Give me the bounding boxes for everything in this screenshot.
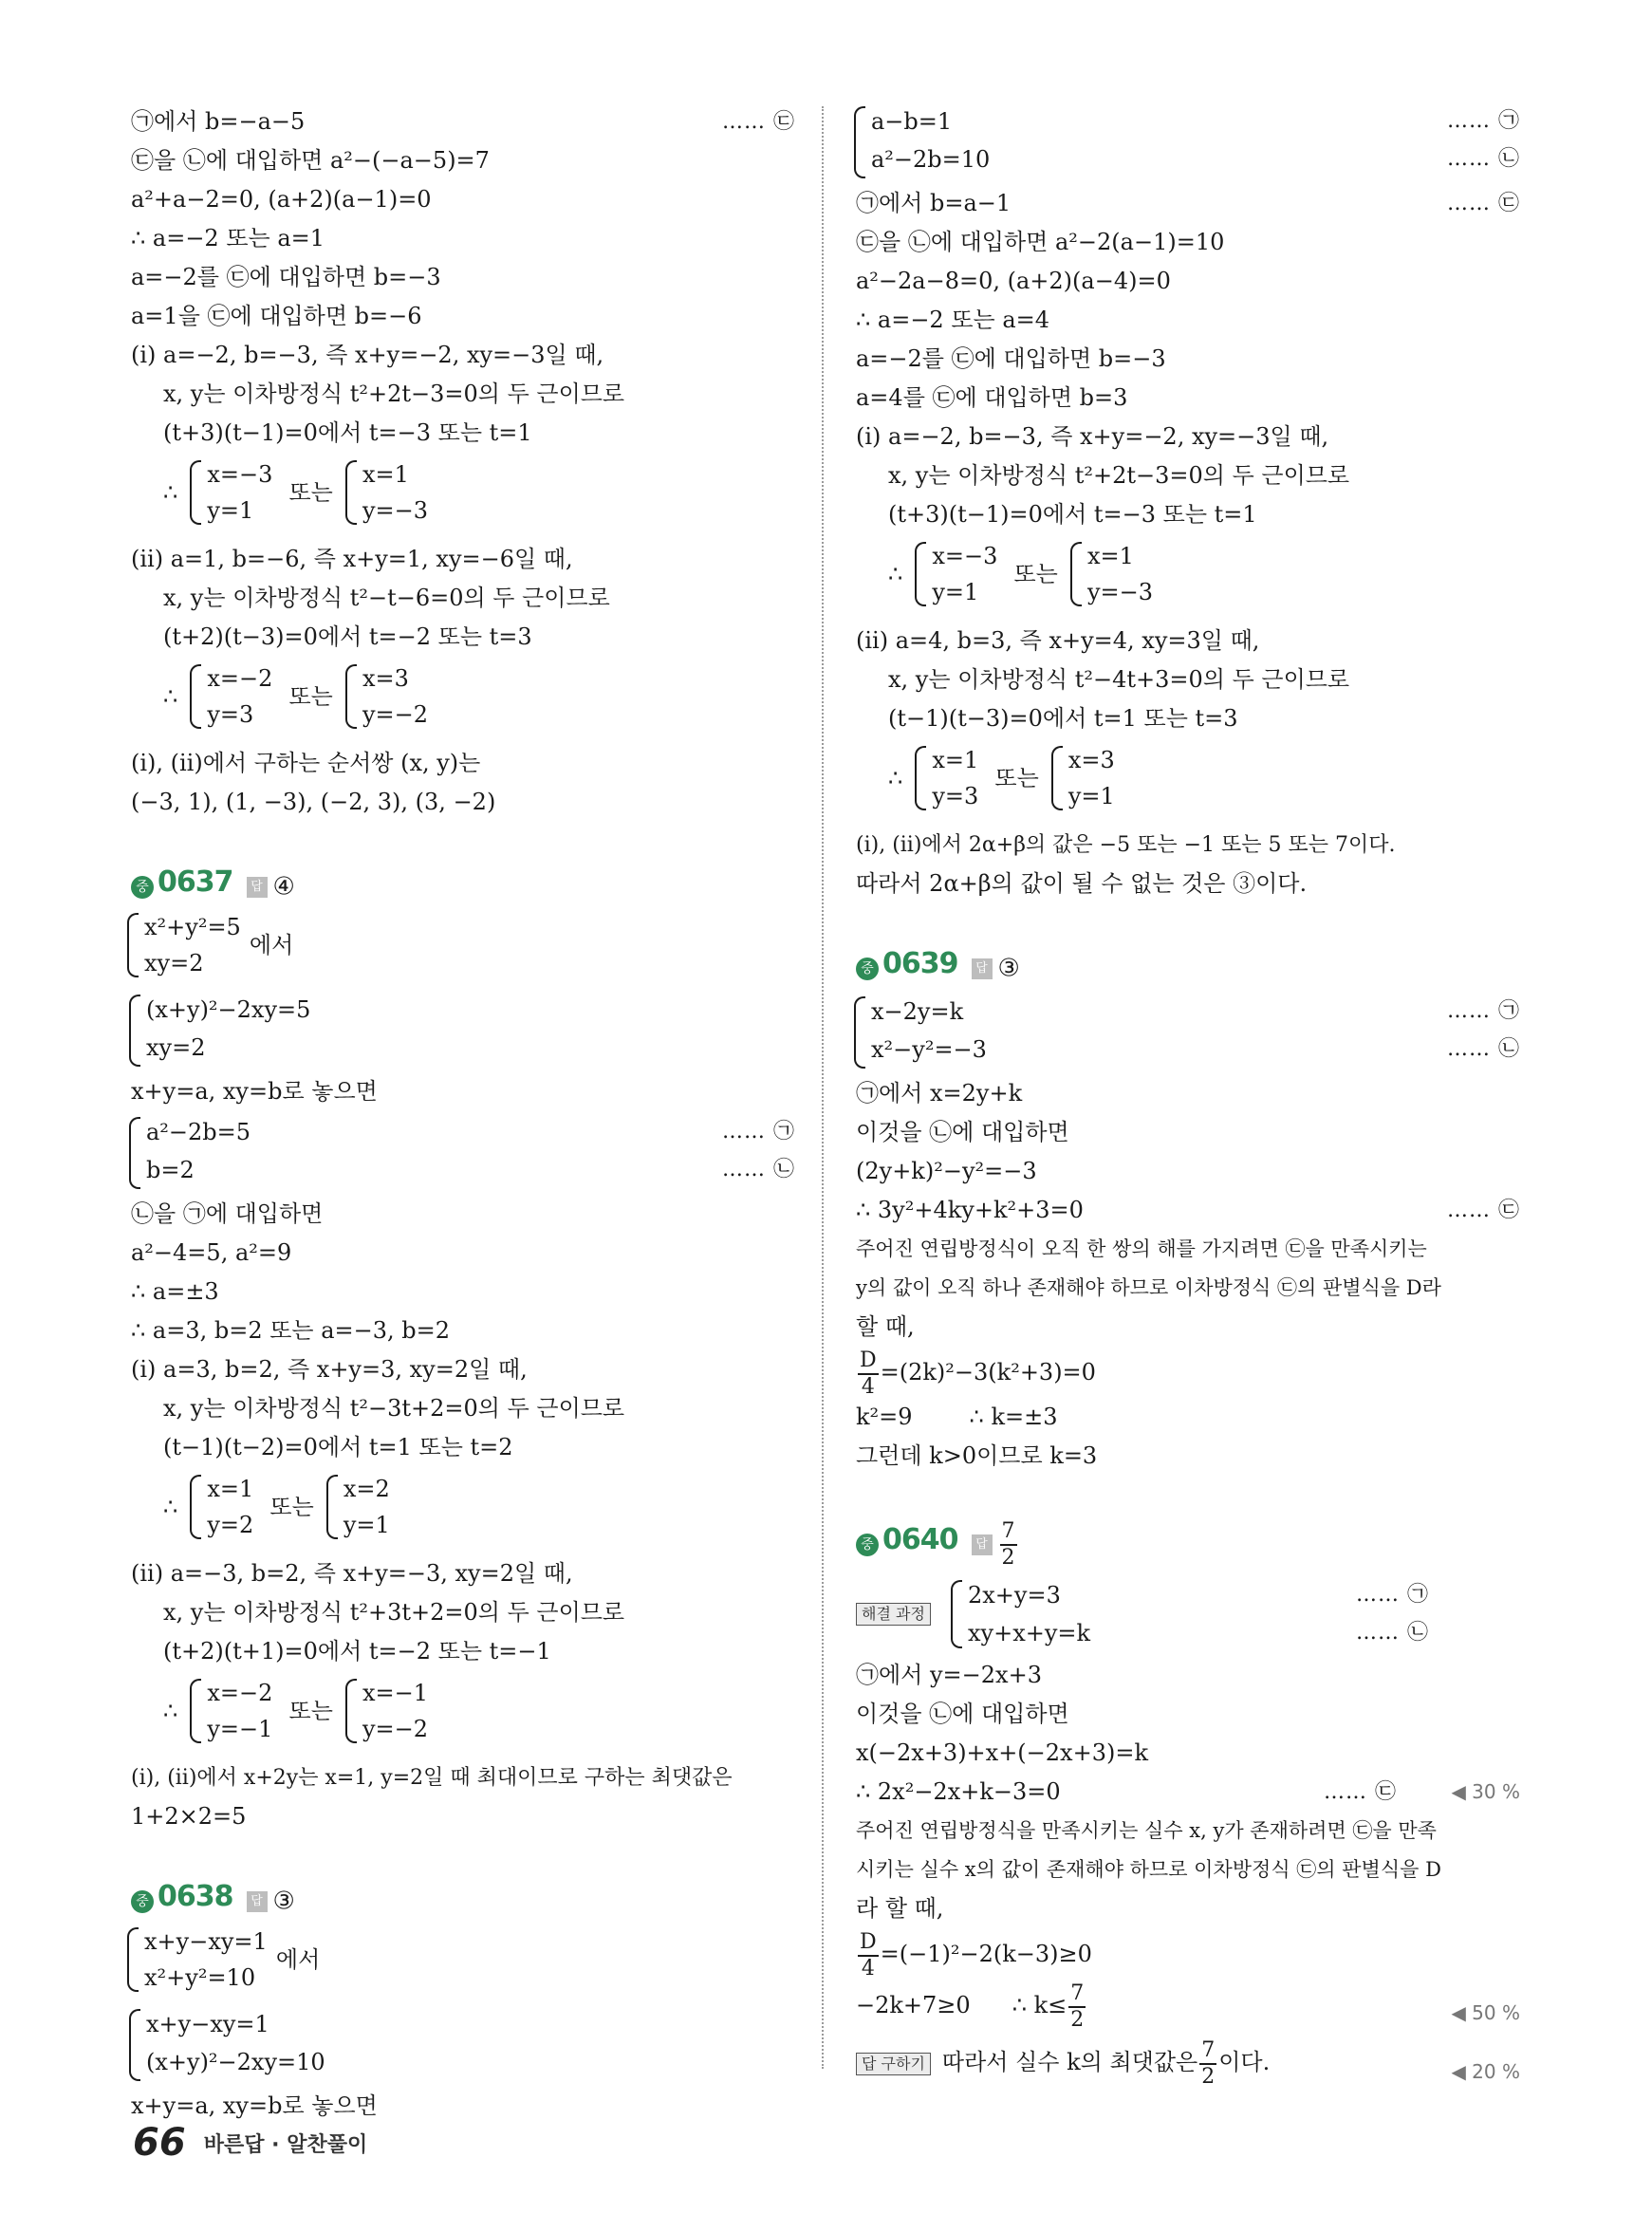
case-line: (ⅱ) a=4, b=3, 즉 x+y=4, xy=3일 때, [856,627,1260,654]
fraction: $\frac{7}{2}$ [1070,1981,1085,2032]
level-badge: 중 [131,1890,154,1913]
problem-number: 0638 [158,1880,233,1913]
equation-system: x²+y²=5 xy=2 [131,909,241,981]
score-percent: ◀ 20 % [1451,2060,1520,2083]
text-line: x, y는 이차방정식 t²+2t−3=0의 두 근이므로 [163,381,625,407]
equation-system: x=−3 y=1 [919,538,997,610]
equation-system: x=3 y=1 [1055,742,1115,814]
solution-pair: ∴ x=−3 y=1 또는 x=1 y=−3 [131,456,795,536]
page-footer [133,2121,367,2165]
text-line: 주어진 연립방정식을 만족시키는 실수 x, y가 존재하려면 ㉢을 만족 [856,1819,1437,1842]
text-line: a²−4=5, a²=9 [131,1239,292,1266]
solution-pair: ∴ x=−2 y=−1 또는 x=−1 y=−2 [131,1675,795,1755]
text-line: (2y+k)²−y²=−3 [856,1158,1037,1184]
equation-system: x+y−xy=1 (x+y)²−2xy=10 [133,2005,795,2085]
left-column [131,102,795,2126]
text-line: −2k+7≥0 ∴ k≤ $\frac{7}{2}$ ◀ 50 % [856,1980,1520,2031]
equation-system: a²−2b=5 …… ㉠ b=2 …… ㉡ [133,1113,795,1193]
equation-system: x=1 y=−3 [1074,538,1153,610]
case-line: (ⅰ) a=−2, b=−3, 즉 x+y=−2, xy=−3일 때, [131,342,604,368]
text-line: 할 때, [856,1313,915,1340]
text-line: (ⅰ), (ⅱ)에서 x+2y는 x=1, y=2일 때 최대이므로 구하는 최댓값은 [131,1766,733,1790]
text-line: x, y는 이차방정식 t²−3t+2=0의 두 근이므로 [163,1395,625,1422]
text-line: ㉠에서 b=a−1 …… ㉢ [856,190,1520,216]
text-line: ∴ a=−2 또는 a=4 [856,307,1050,333]
level-badge: 중 [856,958,879,980]
text-line: $\frac{D}{4}$ =(2k)²−3(k²+3)=0 [860,1348,1096,1399]
text-line: x+y=a, xy=b로 놓으면 [131,1078,378,1105]
answer: ③ [272,1887,295,1916]
problem-header-0639 [856,938,1520,991]
text-line: ∴ 2x²−2x+k−3=0 …… ㉢ ◀ 30 % [856,1773,1520,1812]
text-line: (t−1)(t−2)=0에서 t=1 또는 t=2 [163,1434,513,1460]
text-line: (t+2)(t+1)=0에서 t=−2 또는 t=−1 [163,1638,551,1664]
text-line: k²=9 ∴ k=±3 [856,1404,1058,1430]
text-line: ∴ a=±3 [131,1278,219,1305]
text-line: (t+2)(t−3)=0에서 t=−2 또는 t=3 [163,623,532,650]
equation-system: a−b=1 …… ㉠ a²−2b=10 …… ㉡ [858,102,1520,182]
equation-system: x=3 y=−2 [349,660,428,733]
solution-pair: ∴ x=1 y=2 또는 x=2 y=1 [131,1471,795,1551]
equation-system: x=−2 y=−1 [194,1675,272,1747]
text-line: a=1을 ㉢에 대입하면 b=−6 [131,303,422,329]
fraction: $\frac{7}{2}$ [1201,2037,1216,2089]
problem-number: 0637 [158,865,233,899]
text-line: a=−2를 ㉢에 대입하면 b=−3 [856,345,1166,372]
equation-system: 2x+y=3 …… ㉠ xy+x+y=k …… ㉡ [955,1576,1429,1652]
text-line: $\frac{D}{4}$ =(−1)²−2(k−3)≥0 [860,1929,1092,1981]
case-line: (ⅱ) a=−3, b=2, 즉 x+y=−3, xy=2일 때, [131,1560,573,1587]
solve-process-label: 해결 과정 [856,1603,931,1626]
column-divider [822,106,824,2069]
equation-system: x=1 y=−3 [349,456,428,529]
solution-pair: ∴ x=1 y=3 또는 x=3 y=1 [856,742,1520,822]
equation-system: x+y−xy=1 x²+y²=10 [131,1924,268,1996]
text-line: a=−2를 ㉢에 대입하면 b=−3 [131,264,441,290]
text-line: a²+a−2=0, (a+2)(a−1)=0 [131,186,432,213]
text-line: 따라서 2α+β의 값이 될 수 없는 것은 ③이다. [856,870,1308,897]
text-line: x, y는 이차방정식 t²−t−6=0의 두 근이므로 [163,585,610,611]
answer: ③ [997,954,1020,983]
text-line: ∴ a=−2 또는 a=1 [131,225,325,251]
text-line: ㉢을 ㉡에 대입하면 a²−(−a−5)=7 [131,147,490,174]
score-percent: ◀ 30 % [1451,1780,1520,1803]
text-line: ∴ 3y²+4ky+k²+3=0 …… ㉢ [856,1197,1520,1223]
level-badge: 중 [856,1534,879,1556]
equation-system: x=−1 y=−2 [349,1675,428,1747]
text-line: 시키는 실수 x의 값이 존재해야 하므로 이차방정식 ㉢의 판별식을 D [856,1858,1441,1881]
text-line: (t+3)(t−1)=0에서 t=−3 또는 t=1 [888,501,1257,528]
page-number: 66 [133,2121,186,2165]
equation-block [856,1576,1520,1656]
answer-label: 답 [247,1891,268,1912]
text-line: 주어진 연립방정식이 오직 한 쌍의 해를 가지려면 ㉢을 만족시키는 [856,1237,1427,1260]
text-line: x, y는 이차방정식 t²+3t+2=0의 두 근이므로 [163,1599,625,1626]
equation-system: x=1 y=3 [919,742,978,814]
equation-system: x=−3 y=1 [194,456,272,529]
problem-number: 0640 [882,1523,958,1556]
answer-label: 답 [247,877,268,898]
case-line: (ⅰ) a=−2, b=−3, 즉 x+y=−2, xy=−3일 때, [856,423,1329,450]
text-line: y의 값이 오직 하나 존재해야 하므로 이차방정식 ㉢의 판별식을 D라 [856,1276,1441,1299]
solution-pair: ∴ x=−2 y=3 또는 x=3 y=−2 [131,660,795,740]
problem-header-0638 [131,1870,795,1924]
solution-pair: ∴ x=−3 y=1 또는 x=1 y=−3 [856,538,1520,618]
text-line: x+y=a, xy=b로 놓으면 [131,2092,378,2119]
answer-step-label: 답 구하기 [856,2053,931,2075]
problem-header-0640 [856,1510,1520,1571]
answer: ④ [272,872,295,902]
case-line: (ⅰ) a=3, b=2, 즉 x+y=3, xy=2일 때, [131,1356,528,1383]
text-line: x(−2x+3)+x+(−2x+3)=k [856,1739,1148,1766]
problem-header-0637 [131,856,795,909]
text-line: ㉡을 ㉠에 대입하면 [131,1200,324,1227]
equation-system: (x+y)²−2xy=5 xy=2 [133,991,795,1070]
text-line: (ⅰ), (ⅱ)에서 구하는 순서쌍 (x, y)는 [131,750,481,776]
equation-system: x=−2 y=3 [194,660,272,733]
score-percent: ◀ 50 % [1451,2001,1520,2024]
answer-label: 답 [972,958,993,979]
text-line: 라 할 때, [856,1895,944,1922]
equation-block: x+y−xy=1 x²+y²=10 에서 [131,1924,795,2003]
text-line: a²−2a−8=0, (a+2)(a−4)=0 [856,268,1171,294]
book-title: 바른답 · 알찬풀이 [203,2132,368,2157]
fraction: $\frac{D}{4}$ [860,1929,877,1981]
text-line: ㉠에서 b=−a−5 …… ㉢ [131,108,795,135]
text-line: x, y는 이차방정식 t²−4t+3=0의 두 근이므로 [888,666,1350,693]
text-line: (t−1)(t−3)=0에서 t=1 또는 t=3 [888,705,1238,732]
text-line: 답 구하기 따라서 실수 k의 최댓값은 $\frac{7}{2}$ 이다. ◀ 20 % [856,2035,1520,2090]
text-line: ㉠에서 x=2y+k [856,1080,1023,1106]
text-line: a=4를 ㉢에 대입하면 b=3 [856,384,1128,411]
text-line: x, y는 이차방정식 t²+2t−3=0의 두 근이므로 [888,462,1350,489]
text-line: 1+2×2=5 [131,1803,247,1830]
answer-fraction: $\frac{7}{2}$ [1001,1518,1015,1570]
equation-block: x²+y²=5 xy=2 에서 [131,909,795,989]
text-line: ∴ a=3, b=2 또는 a=−3, b=2 [131,1317,451,1344]
text-line: (−3, 1), (1, −3), (−2, 3), (3, −2) [131,789,496,815]
text-line: (t+3)(t−1)=0에서 t=−3 또는 t=1 [163,419,532,446]
equation-system: x=2 y=1 [330,1471,390,1543]
equation-system: x−2y=k …… ㉠ x²−y²=−3 …… ㉡ [858,993,1520,1072]
fraction: $\frac{D}{4}$ [860,1348,877,1399]
text-line: 이것을 ㉡에 대입하면 [856,1701,1069,1727]
text-line: ㉢을 ㉡에 대입하면 a²−2(a−1)=10 [856,229,1225,255]
text-line: 그런데 k>0이므로 k=3 [856,1442,1098,1469]
text-line: 이것을 ㉡에 대입하면 [856,1119,1069,1145]
level-badge: 중 [131,876,154,899]
problem-number: 0639 [882,947,958,980]
text-line: ㉠에서 y=−2x+3 [856,1662,1042,1688]
answer-label: 답 [972,1534,993,1555]
case-line: (ⅱ) a=1, b=−6, 즉 x+y=1, xy=−6일 때, [131,546,573,572]
equation-system: x=1 y=2 [194,1471,253,1543]
right-column [856,102,1520,2090]
text-line: (ⅰ), (ⅱ)에서 2α+β의 값은 −5 또는 −1 또는 5 또는 7이다. [856,833,1396,857]
